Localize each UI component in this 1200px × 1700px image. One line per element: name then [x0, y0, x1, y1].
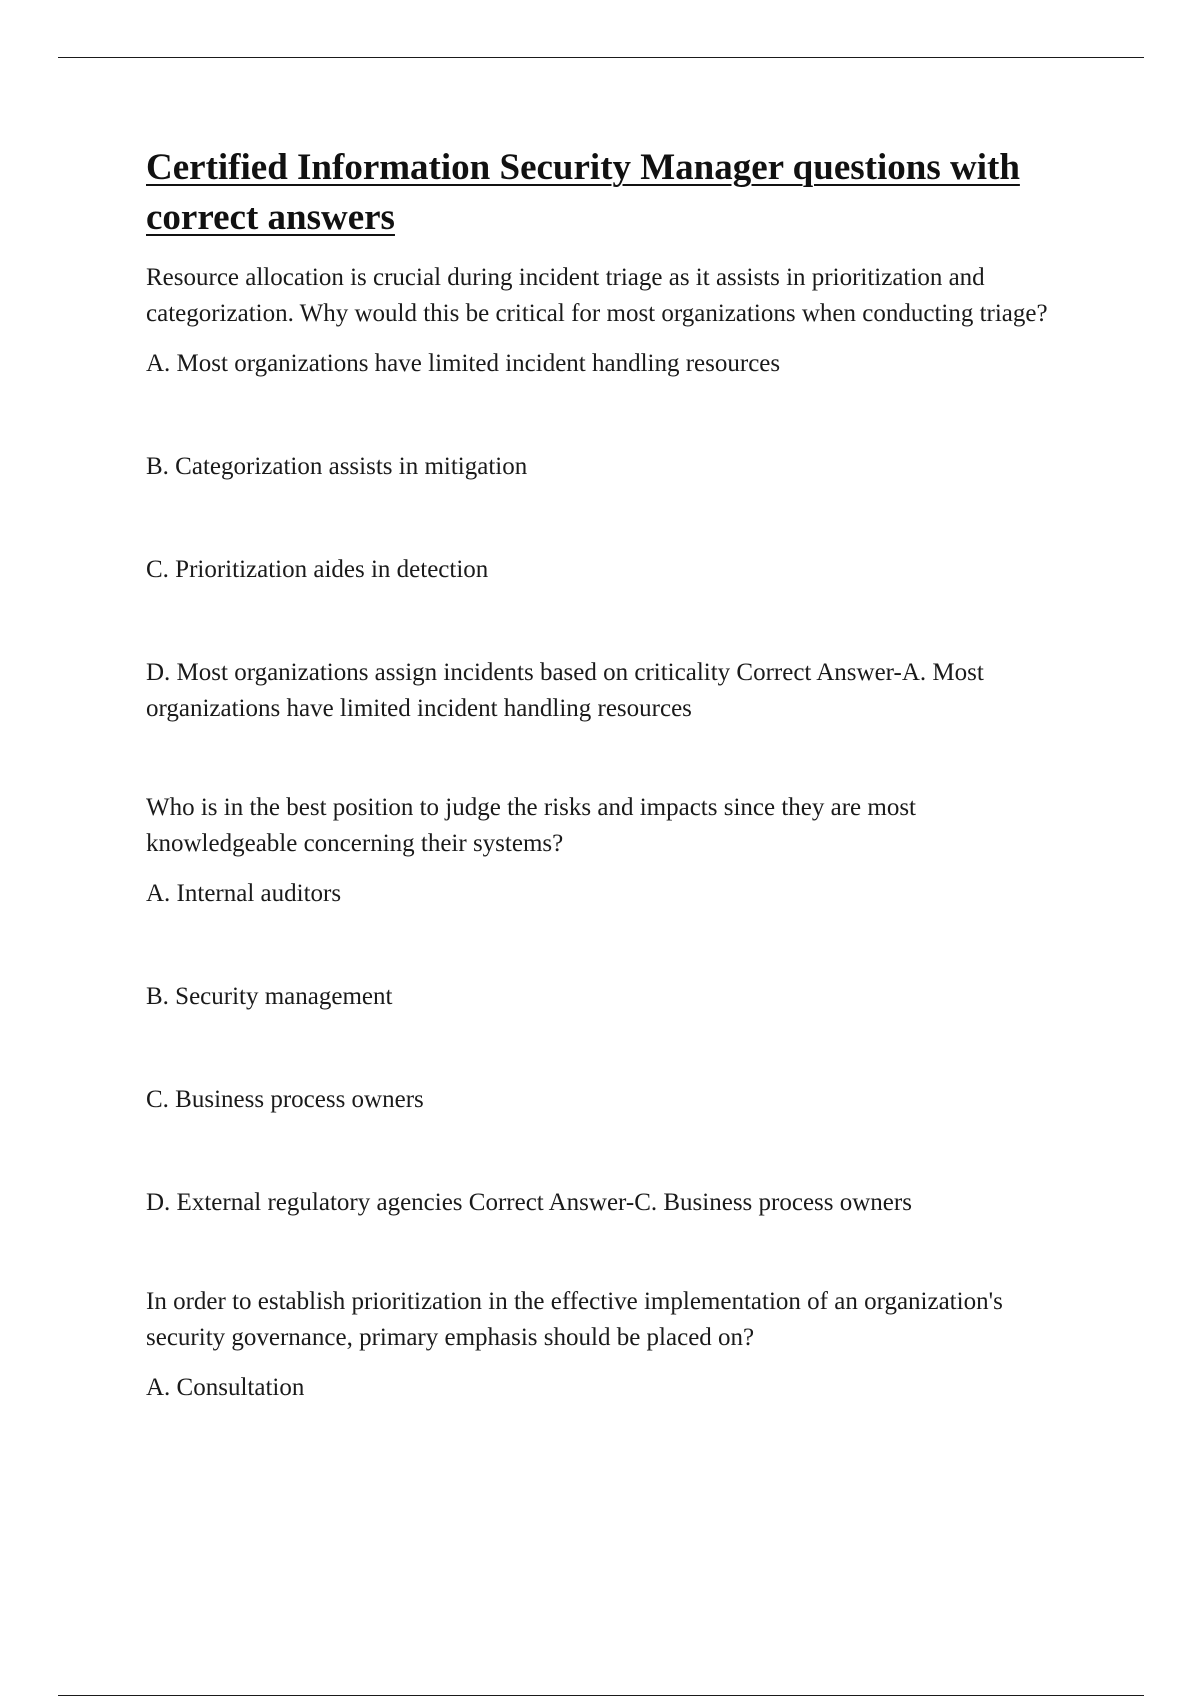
document-page — [146, 143, 1066, 1406]
question-2-option-c: C. Business process owners — [146, 1086, 424, 1113]
question-1-option-a: A. Most organizations have limited incident handling resources — [146, 350, 781, 377]
question-3-option-a: A. Consultation — [146, 1374, 305, 1401]
question-1-option-c: C. Prioritization aides in detection — [146, 556, 489, 583]
question-3-text: In order to establish prioritization in the effective implementation of an organization's security governance, primary emphasis should be placed on? — [146, 1288, 1003, 1351]
question-2-option-b: B. Security management — [146, 983, 393, 1010]
question-2-option-d-with-answer: D. External regulatory agencies Correct Answer-C. Business process owners — [146, 1189, 912, 1216]
document-title: Certified Information Security Manager questions with correct answers — [146, 147, 1020, 238]
footer-rule — [58, 1695, 1144, 1696]
header-rule — [58, 57, 1144, 58]
question-1-option-d-with-answer: D. Most organizations assign incidents based on criticality Correct Answer-A. Most organizations have limited incident handling resources — [146, 659, 984, 722]
question-1-option-b: B. Categorization assists in mitigation — [146, 453, 528, 480]
question-2-text: Who is in the best position to judge the risks and impacts since they are most knowledgeable concerning their systems? — [146, 794, 917, 857]
question-1-text: Resource allocation is crucial during incident triage as it assists in prioritization and categorization. Why would this be critical for most organizations when conducting triage? — [146, 264, 1048, 327]
question-2-option-a: A. Internal auditors — [146, 880, 342, 907]
